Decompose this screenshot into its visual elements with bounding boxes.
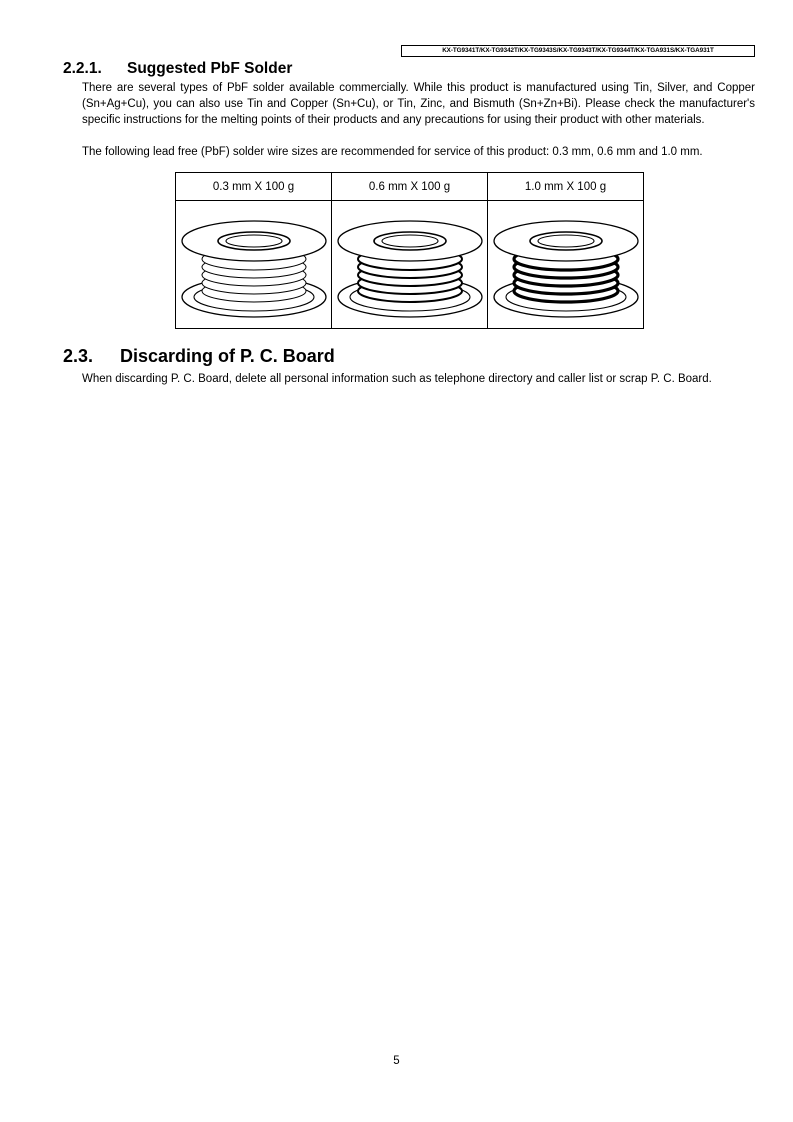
section-title: Suggested PbF Solder: [127, 60, 293, 77]
spool-cell-1: [332, 201, 488, 329]
model-number-header: KX-TG9341T/KX-TG9342T/KX-TG9343S/KX-TG9343T/KX-TG9344T/KX-TGA931S/KX-TGA931T: [401, 45, 755, 57]
table-image-row: [176, 201, 644, 329]
wire-size-label-0: 0.3 mm X 100 g: [176, 173, 332, 201]
section-number: 2.2.1.: [63, 60, 102, 77]
solder-spool-thick-icon: [491, 207, 641, 322]
spool-cell-2: [488, 201, 644, 329]
section-heading-suggested-pbf-solder: [63, 60, 292, 78]
section-number: 2.3.: [63, 346, 94, 366]
wire-sizes-paragraph: The following lead free (PbF) solder wire sizes are recommended for service of this product: 0.3 mm, 0.6 mm and 1.0 mm.: [82, 146, 703, 158]
solder-spool-thin-icon: [179, 207, 329, 322]
spool-cell-0: [176, 201, 332, 329]
spool-hub-inner: [382, 235, 438, 247]
wire-size-label-2: 1.0 mm X 100 g: [488, 173, 644, 201]
solder-wire-table: [175, 172, 644, 329]
table-header-row: [176, 173, 644, 201]
solder-spool-medium-icon: [335, 207, 485, 322]
page-number: 5: [393, 1055, 400, 1067]
section-title: Discarding of P. C. Board: [120, 346, 335, 366]
section-heading-discarding-pcb: [63, 346, 335, 367]
wire-size-label-1: 0.6 mm X 100 g: [332, 173, 488, 201]
discarding-paragraph: When discarding P. C. Board, delete all personal information such as telephone directory and caller list or scrap P. C. Board.: [82, 373, 712, 385]
solder-types-paragraph: There are several types of PbF solder available commercially. While this product is manufactured using Tin, Silver, and Copper (Sn+Ag+Cu), you can also use Tin and Copper (Sn+Cu), or Tin, Zinc, and Bismuth (Sn+Zn+Bi). Please check the manufacturer's specific instructions for the melting points of their products and any precautions for using their product with other materials.: [82, 82, 755, 126]
spool-hub-inner: [538, 235, 594, 247]
spool-hub-inner: [226, 235, 282, 247]
